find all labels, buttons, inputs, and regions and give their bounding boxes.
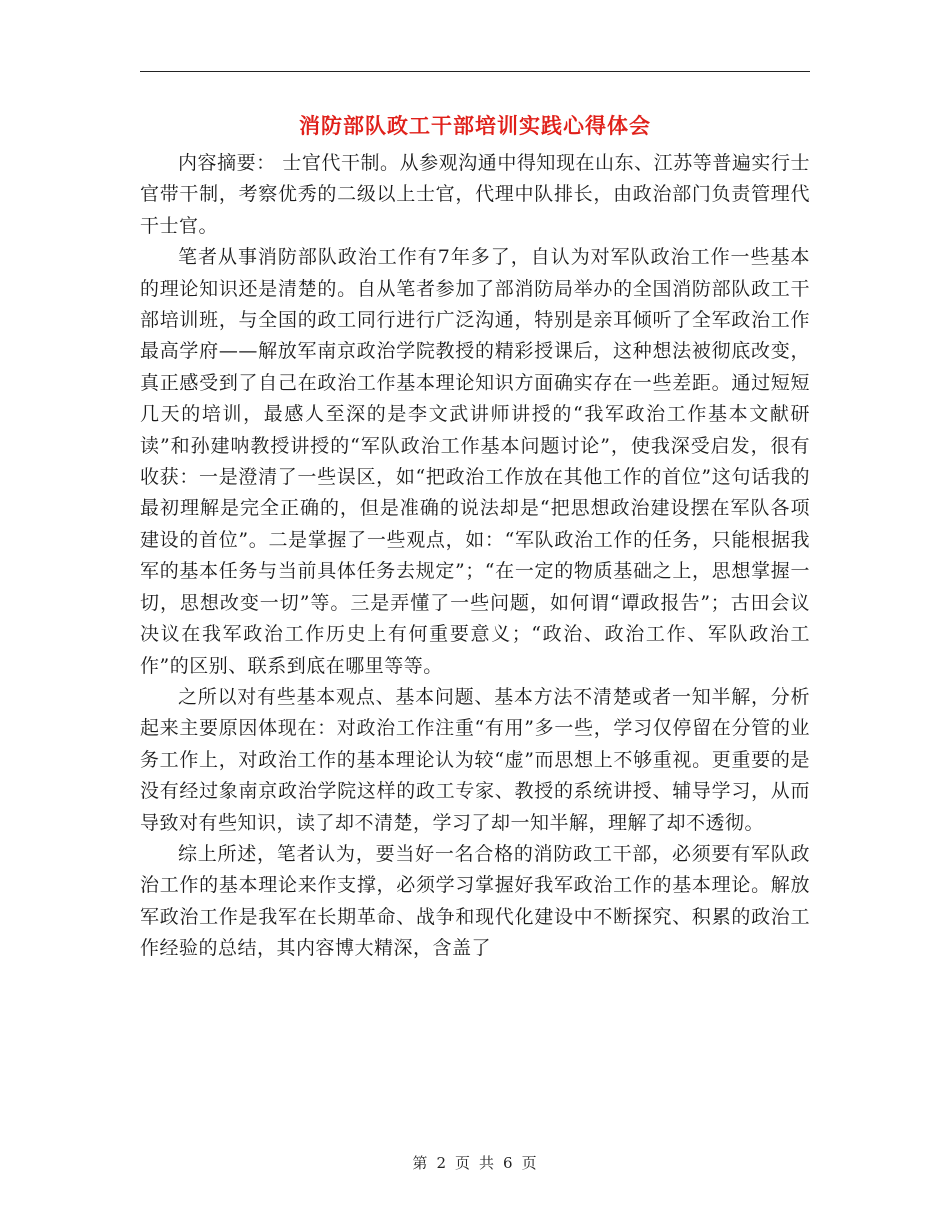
document-body	[140, 148, 810, 965]
footer-suffix: 页	[521, 1154, 538, 1172]
paragraph-analysis: 之所以对有些基本观点、基本问题、基本方法不清楚或者一知半解，分析起来主要原因体现在：对政治工作注重“有用”多一些，学习仅停留在分管的业务工作上，对政治工作的基本理论认为较“虚”而思想上不够重视。更重要的是没有经过象南京政治学院这样的政工专家、教授的系统讲授、辅导学习，从而导致对有些知识，读了却不清楚，学习了却一知半解，理解了却不透彻。	[140, 685, 810, 834]
header-rule	[140, 71, 810, 72]
paragraph-experience: 笔者从事消防部队政治工作有7年多了，自认为对军队政治工作一些基本的理论知识还是清楚的。自从笔者参加了部消防局举办的全国消防部队政工干部培训班，与全国的政工同行进行广泛沟通，特别是亲耳倾听了全军政治工作最高学府——解放军南京政治学院教授的精彩授课后，这种想法被彻底改变，真正感受到了自己在政治工作基本理论知识方面确实存在一些差距。通过短短几天的培训，最感人至深的是李文武讲师讲授的“我军政治工作基本文献研读”和孙建呐教授讲授的“军队政治工作基本问题讨论”，使我深受启发，很有收获：一是澄清了一些误区，如“把政治工作放在其他工作的首位”这句话我的最初理解是完全正确的，但是准确的说法却是“把思想政治建设摆在军队各项建设的首位”。二是掌握了一些观点，如：“军队政治工作的任务，只能根据我军的基本任务与当前具体任务去规定”；“在一定的物质基础之上，思想掌握一切，思想改变一切”等。三是弄懂了一些问题，如何谓“谭政报告”；古田会议决议在我军政治工作历史上有何重要意义；“政治、政治工作、军队政治工作”的区别、联系到底在哪里等等。	[140, 246, 810, 677]
paragraph-abstract: 内容摘要： 士官代干制。从参观沟通中得知现在山东、江苏等普遍实行士官带干制，考察优秀的二级以上士官，代理中队排长，由政治部门负责管理代干士官。	[140, 152, 810, 237]
footer-total-word: 共	[479, 1154, 496, 1172]
document-title: 消防部队政工干部培训实践心得体会	[299, 114, 651, 138]
footer-page-word: 页	[454, 1154, 471, 1172]
paragraph-summary: 综上所述，笔者认为，要当好一名合格的消防政工干部，必须要有军队政治工作的基本理论来作支撑，必须学习掌握好我军政治工作的基本理论。解放军政治工作是我军在长期革命、战争和现代化建设中不断探究、积累的政治工作经验的总结，其内容博大精深，含盖了	[140, 842, 810, 960]
footer-current-page: 2	[436, 1154, 447, 1172]
footer-prefix: 第	[412, 1154, 429, 1172]
page-footer	[0, 1152, 950, 1173]
footer-total-pages: 6	[503, 1154, 514, 1172]
